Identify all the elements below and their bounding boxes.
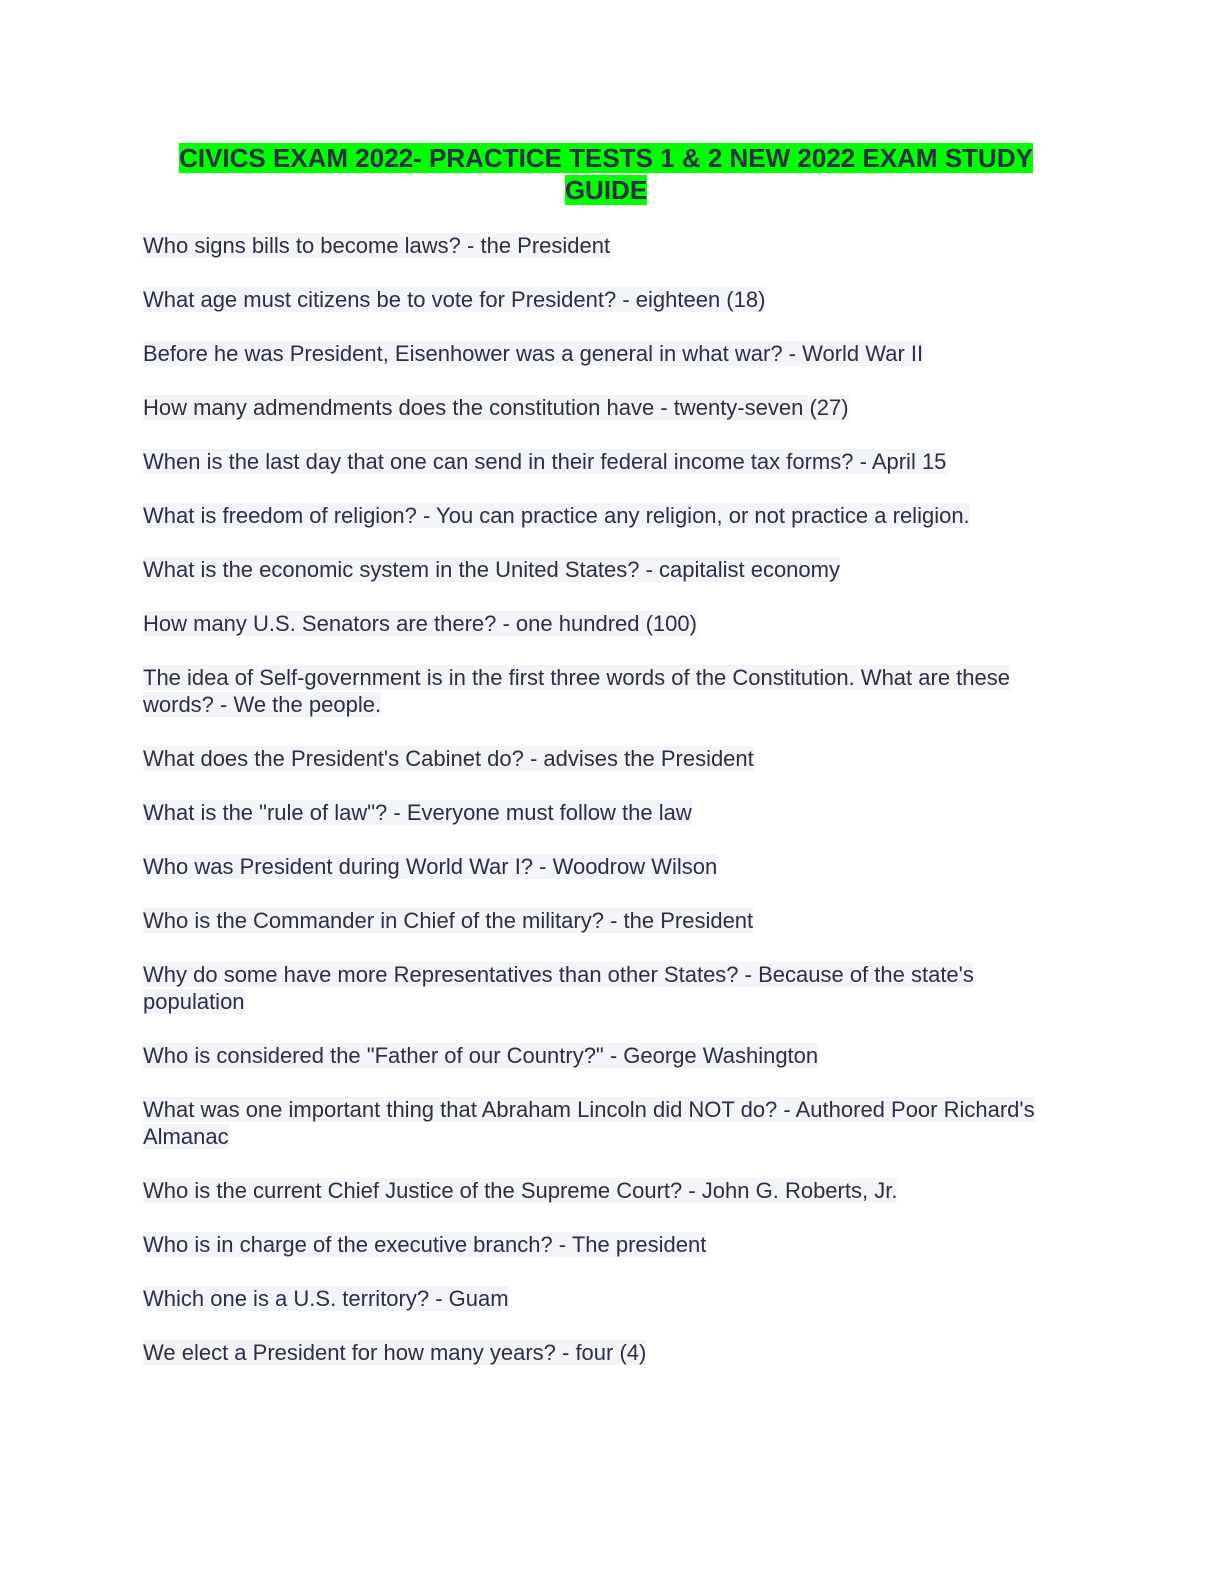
- qa-text: What was one important thing that Abraham Lincoln did NOT do? - Authored Poor Richard's Almanac: [143, 1097, 1035, 1149]
- qa-text: Which one is a U.S. territory? - Guam: [143, 1286, 509, 1311]
- qa-text: Why do some have more Representatives than other States? - Because of the state's population: [143, 962, 974, 1014]
- qa-text: The idea of Self-government is in the first three words of the Constitution. What are these words? - We the people.: [143, 665, 1010, 717]
- qa-item: [143, 556, 1073, 583]
- qa-item: [143, 664, 1073, 718]
- qa-text: How many admendments does the constitution have - twenty-seven (27): [143, 395, 849, 420]
- qa-item: [143, 610, 1073, 637]
- qa-item: [143, 853, 1073, 880]
- qa-text: Before he was President, Eisenhower was a general in what war? - World War II: [143, 341, 924, 366]
- qa-item: [143, 286, 1073, 313]
- qa-item: [143, 1042, 1073, 1069]
- qa-item: [143, 1096, 1073, 1150]
- qa-item: [143, 502, 1073, 529]
- qa-item: [143, 1231, 1073, 1258]
- qa-text: Who signs bills to become laws? - the President: [143, 233, 611, 258]
- qa-item: [143, 448, 1073, 475]
- page-title-text: CIVICS EXAM 2022- PRACTICE TESTS 1 & 2 NEW 2022 EXAM STUDY GUIDE: [179, 143, 1033, 205]
- qa-text: We elect a President for how many years? - four (4): [143, 1340, 647, 1365]
- qa-list: [143, 232, 1073, 1393]
- qa-text: Who is considered the "Father of our Country?" - George Washington: [143, 1043, 819, 1068]
- qa-text: What age must citizens be to vote for President? - eighteen (18): [143, 287, 766, 312]
- qa-text: Who is the Commander in Chief of the military? - the President: [143, 908, 754, 933]
- qa-item: [143, 745, 1073, 772]
- qa-item: [143, 1339, 1073, 1366]
- qa-text: When is the last day that one can send in their federal income tax forms? - April 15: [143, 449, 947, 474]
- qa-text: Who was President during World War I? - Woodrow Wilson: [143, 854, 718, 879]
- qa-text: What is the "rule of law"? - Everyone must follow the law: [143, 800, 692, 825]
- qa-item: [143, 799, 1073, 826]
- qa-item: [143, 1177, 1073, 1204]
- page-title: [143, 142, 1069, 206]
- qa-text: How many U.S. Senators are there? - one hundred (100): [143, 611, 697, 636]
- qa-item: [143, 1285, 1073, 1312]
- qa-text: Who is in charge of the executive branch? - The president: [143, 1232, 707, 1257]
- qa-item: [143, 232, 1073, 259]
- qa-text: Who is the current Chief Justice of the Supreme Court? - John G. Roberts, Jr.: [143, 1178, 898, 1203]
- qa-text: What is the economic system in the United States? - capitalist economy: [143, 557, 840, 582]
- qa-item: [143, 340, 1073, 367]
- qa-text: What is freedom of religion? - You can practice any religion, or not practice a religion.: [143, 503, 970, 528]
- qa-text: What does the President's Cabinet do? - advises the President: [143, 746, 754, 771]
- qa-item: [143, 394, 1073, 421]
- qa-item: [143, 961, 1073, 1015]
- qa-item: [143, 907, 1073, 934]
